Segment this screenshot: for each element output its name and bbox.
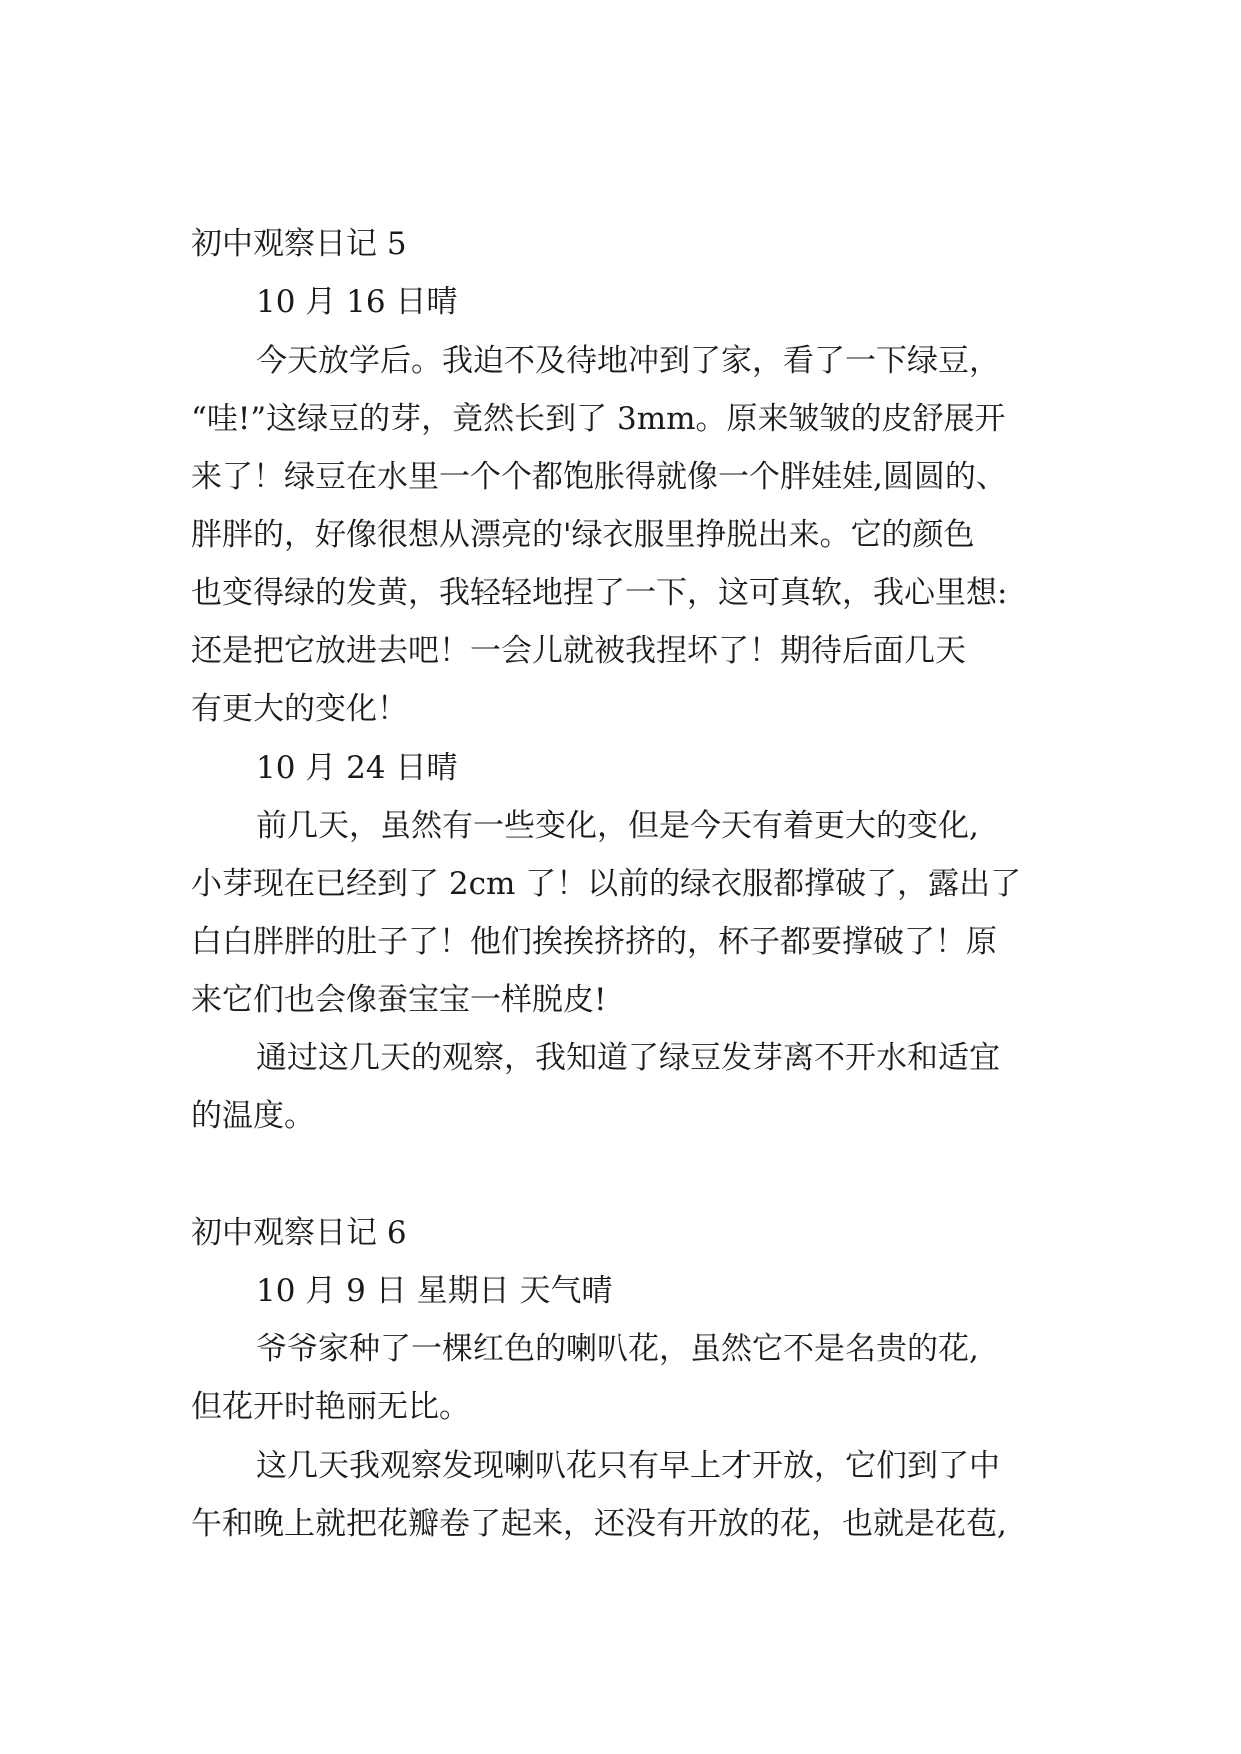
- diary5-p3-line1: 通过这几天的观察，我知道了绿豆发芽离不开水和适宜: [256, 1040, 1000, 1076]
- diary5-date1: 10 月 16 日晴: [256, 284, 458, 320]
- diary5-p1-line1: 今天放学后。我迫不及待地冲到了家，看了一下绿豆，: [256, 343, 1000, 379]
- diary6-date: 10 月 9 日 星期日 天气晴: [256, 1273, 613, 1309]
- diary5-p1-line7: 有更大的变化！: [191, 691, 408, 727]
- diary5-p1-line3: 来了！绿豆在水里一个个都饱胀得就像一个胖娃娃,圆圆的、: [191, 459, 1007, 495]
- diary5-p1-line6: 还是把它放进去吧！一会儿就被我捏坏了！期待后面几天: [191, 633, 966, 669]
- diary5-p2-line4: 来它们也会像蚕宝宝一样脱皮!: [191, 982, 607, 1018]
- diary6-p2-line2: 午和晚上就把花瓣卷了起来，还没有开放的花，也就是花苞,: [191, 1506, 1007, 1542]
- diary5-p2-line1: 前几天，虽然有一些变化，但是今天有着更大的变化,: [256, 808, 979, 844]
- diary5-p1-line4: 胖胖的，好像很想从漂亮的'绿衣服里挣脱出来。它的颜色: [191, 517, 975, 553]
- diary5-title: 初中观察日记 5: [191, 226, 407, 262]
- diary6-p2-line1: 这几天我观察发现喇叭花只有早上才开放，它们到了中: [256, 1448, 1000, 1484]
- diary5-date2: 10 月 24 日晴: [256, 750, 458, 786]
- diary6-p1-line2: 但花开时艳丽无比。: [191, 1389, 470, 1425]
- diary5-p1-line5: 也变得绿的发黄，我轻轻地捏了一下，这可真软，我心里想:: [191, 575, 1008, 611]
- diary5-p2-line2: 小芽现在已经到了 2cm 了！以前的绿衣服都撑破了，露出了: [191, 866, 1022, 902]
- diary6-p1-line1: 爷爷家种了一棵红色的喇叭花，虽然它不是名贵的花,: [256, 1331, 979, 1367]
- diary5-p1-line2: “哇!”这绿豆的芽，竟然长到了 3mm。原来皱皱的皮舒展开: [191, 401, 1006, 437]
- diary6-title: 初中观察日记 6: [191, 1215, 407, 1251]
- diary5-p3-line2: 的温度。: [191, 1098, 315, 1134]
- diary5-p2-line3: 白白胖胖的肚子了！他们挨挨挤挤的，杯子都要撑破了！原: [191, 924, 997, 960]
